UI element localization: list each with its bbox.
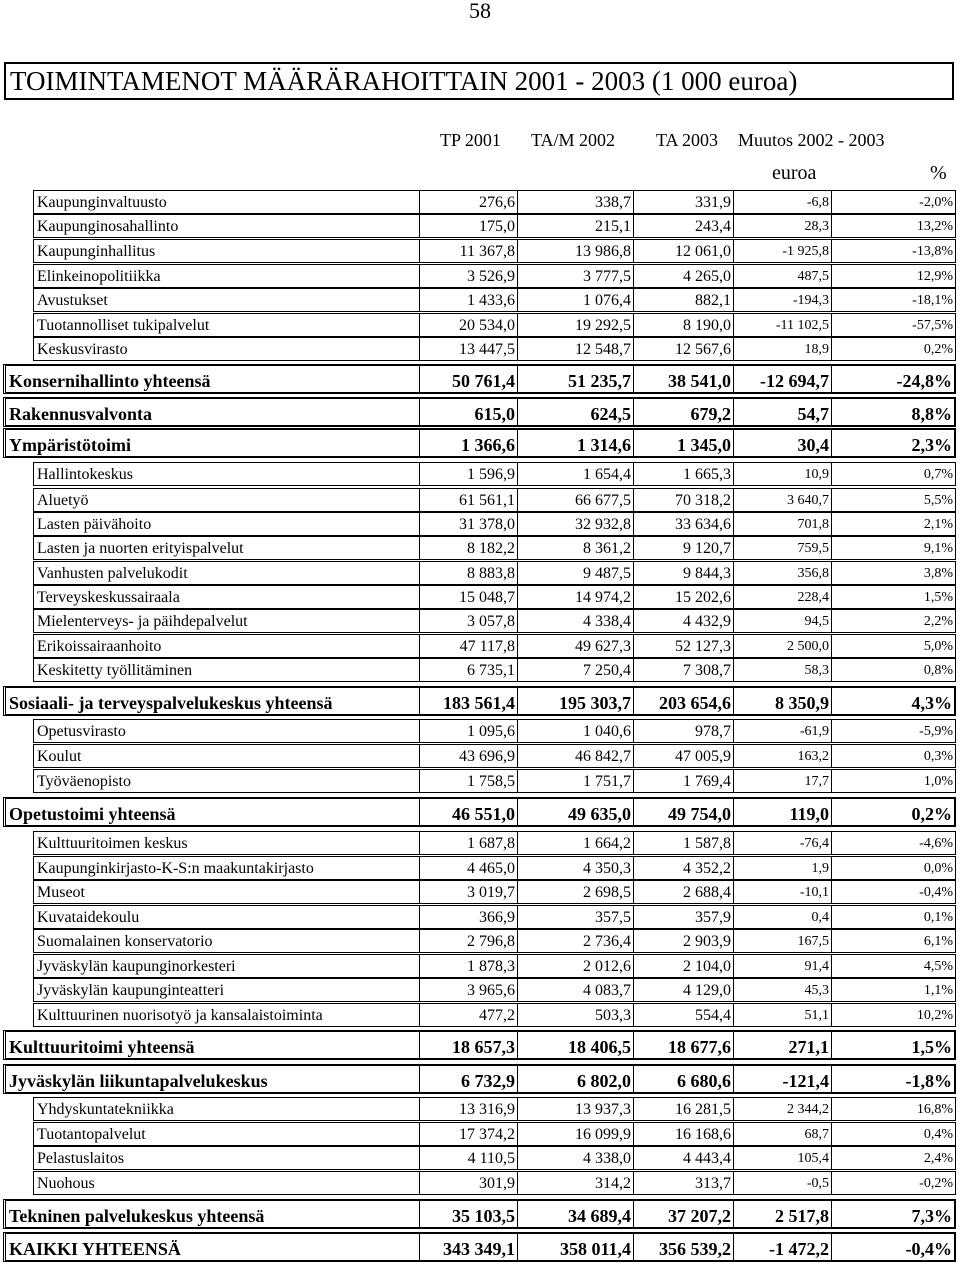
cell-ta2003: 357,9	[634, 905, 734, 929]
cell-tam2002: 338,7	[518, 190, 634, 214]
cell-pct: 12,9%	[832, 264, 956, 288]
cell-ta2003: 2 903,9	[634, 929, 734, 953]
cell-ta2003: 12 567,6	[634, 337, 734, 361]
cell-tp2001: 615,0	[420, 397, 518, 427]
cell-tam2002: 9 487,5	[518, 561, 634, 585]
cell-tam2002: 215,1	[518, 214, 634, 238]
cell-tp2001: 366,9	[420, 905, 518, 929]
cell-pct: 0,7%	[832, 462, 956, 486]
table-row	[33, 561, 956, 585]
cell-tam2002: 3 777,5	[518, 264, 634, 288]
table-row	[33, 462, 956, 486]
table-row	[33, 658, 956, 682]
table-row	[33, 978, 956, 1002]
cell-label: Kulttuuritoimen keskus	[33, 831, 420, 855]
cell-tp2001: 50 761,4	[420, 364, 518, 394]
table-row	[33, 929, 956, 953]
cell-ta2003: 16 168,6	[634, 1122, 734, 1146]
cell-pct: -1,8%	[832, 1064, 956, 1094]
cell-pct: 2,4%	[832, 1146, 956, 1170]
cell-euroa: 3 640,7	[734, 488, 832, 512]
table-total-row	[3, 364, 956, 394]
cell-tp2001: 3 057,8	[420, 609, 518, 633]
cell-ta2003: 49 754,0	[634, 797, 734, 827]
cell-tam2002: 358 011,4	[518, 1232, 634, 1262]
cell-ta2003: 882,1	[634, 288, 734, 312]
table-row	[33, 856, 956, 880]
cell-euroa: 228,4	[734, 585, 832, 609]
cell-pct: 5,5%	[832, 488, 956, 512]
cell-tp2001: 13 316,9	[420, 1097, 518, 1121]
cell-euroa: 30,4	[734, 428, 832, 458]
table-total-row	[3, 1030, 956, 1060]
cell-tam2002: 16 099,9	[518, 1122, 634, 1146]
header-tp2001: TP 2001	[440, 130, 501, 150]
table-row	[33, 288, 956, 312]
cell-label: Keskusvirasto	[33, 337, 420, 361]
cell-euroa: 701,8	[734, 512, 832, 536]
cell-label: Opetustoimi yhteensä	[3, 797, 420, 827]
cell-label: Tuotannolliset tukipalvelut	[33, 313, 420, 337]
cell-euroa: 51,1	[734, 1003, 832, 1027]
cell-euroa: 58,3	[734, 658, 832, 682]
header-unit-euro: euroa	[772, 162, 817, 184]
cell-ta2003: 18 677,6	[634, 1030, 734, 1060]
cell-euroa: 45,3	[734, 978, 832, 1002]
cell-tam2002: 4 350,3	[518, 856, 634, 880]
cell-pct: 0,2%	[832, 337, 956, 361]
cell-tp2001: 8 883,8	[420, 561, 518, 585]
cell-label: Pelastuslaitos	[33, 1146, 420, 1170]
cell-ta2003: 203 654,6	[634, 686, 734, 716]
cell-ta2003: 16 281,5	[634, 1097, 734, 1121]
cell-label: Lasten ja nuorten erityispalvelut	[33, 536, 420, 560]
cell-pct: 16,8%	[832, 1097, 956, 1121]
cell-euroa: 2 500,0	[734, 634, 832, 658]
cell-pct: 0,3%	[832, 744, 956, 768]
cell-tam2002: 32 932,8	[518, 512, 634, 536]
table-row	[33, 769, 956, 793]
table-row	[33, 880, 956, 904]
table-total-row	[3, 428, 956, 458]
cell-tp2001: 13 447,5	[420, 337, 518, 361]
cell-tam2002: 314,2	[518, 1171, 634, 1195]
cell-label: Jyväskylän kaupunginorkesteri	[33, 954, 420, 978]
cell-label: Ympäristötoimi	[3, 428, 420, 458]
cell-tp2001: 1 687,8	[420, 831, 518, 855]
cell-ta2003: 243,4	[634, 214, 734, 238]
cell-tp2001: 46 551,0	[420, 797, 518, 827]
cell-ta2003: 6 680,6	[634, 1064, 734, 1094]
cell-pct: -13,8%	[832, 239, 956, 263]
cell-euroa: 271,1	[734, 1030, 832, 1060]
table-row	[33, 536, 956, 560]
table-row	[33, 1097, 956, 1121]
table-row	[33, 1122, 956, 1146]
cell-label: Kaupunginvaltuusto	[33, 190, 420, 214]
cell-tam2002: 6 802,0	[518, 1064, 634, 1094]
cell-tam2002: 4 083,7	[518, 978, 634, 1002]
cell-tam2002: 2 012,6	[518, 954, 634, 978]
cell-euroa: -121,4	[734, 1064, 832, 1094]
cell-ta2003: 9 120,7	[634, 536, 734, 560]
cell-tp2001: 61 561,1	[420, 488, 518, 512]
cell-label: Keskitetty työllitäminen	[33, 658, 420, 682]
cell-ta2003: 37 207,2	[634, 1199, 734, 1229]
cell-euroa: -6,8	[734, 190, 832, 214]
cell-label: Rakennusvalvonta	[3, 397, 420, 427]
table-row	[33, 1003, 956, 1027]
cell-euroa: 17,7	[734, 769, 832, 793]
table-row	[33, 744, 956, 768]
cell-pct: 7,3%	[832, 1199, 956, 1229]
page-number: 58	[469, 0, 491, 23]
table-total-row	[3, 1232, 956, 1262]
cell-tp2001: 43 696,9	[420, 744, 518, 768]
cell-pct: 0,1%	[832, 905, 956, 929]
cell-pct: 0,8%	[832, 658, 956, 682]
cell-pct: 0,4%	[832, 1122, 956, 1146]
cell-pct: -18,1%	[832, 288, 956, 312]
cell-euroa: 119,0	[734, 797, 832, 827]
cell-pct: 5,0%	[832, 634, 956, 658]
table-row	[33, 313, 956, 337]
cell-ta2003: 4 443,4	[634, 1146, 734, 1170]
cell-ta2003: 356 539,2	[634, 1232, 734, 1262]
cell-tp2001: 6 735,1	[420, 658, 518, 682]
cell-euroa: -0,5	[734, 1171, 832, 1195]
cell-euroa: 167,5	[734, 929, 832, 953]
cell-tp2001: 1 878,3	[420, 954, 518, 978]
cell-label: Lasten päivähoito	[33, 512, 420, 536]
cell-tp2001: 35 103,5	[420, 1199, 518, 1229]
cell-ta2003: 679,2	[634, 397, 734, 427]
cell-tp2001: 8 182,2	[420, 536, 518, 560]
cell-label: Elinkeinopolitiikka	[33, 264, 420, 288]
cell-pct: 13,2%	[832, 214, 956, 238]
cell-tam2002: 1 751,7	[518, 769, 634, 793]
cell-tp2001: 11 367,8	[420, 239, 518, 263]
cell-pct: -0,4%	[832, 880, 956, 904]
cell-tp2001: 18 657,3	[420, 1030, 518, 1060]
cell-label: Tuotantopalvelut	[33, 1122, 420, 1146]
table-row	[33, 905, 956, 929]
cell-tam2002: 503,3	[518, 1003, 634, 1027]
cell-ta2003: 1 665,3	[634, 462, 734, 486]
cell-tam2002: 4 338,4	[518, 609, 634, 633]
cell-tam2002: 19 292,5	[518, 313, 634, 337]
table-total-row	[3, 797, 956, 827]
cell-euroa: 2 517,8	[734, 1199, 832, 1229]
cell-pct: 0,0%	[832, 856, 956, 880]
page-title: TOIMINTAMENOT MÄÄRÄRAHOITTAIN 2001 - 2003 (1 000 euroa)	[4, 62, 954, 100]
cell-tp2001: 3 019,7	[420, 880, 518, 904]
cell-label: Yhdyskuntatekniikka	[33, 1097, 420, 1121]
cell-label: Hallintokeskus	[33, 462, 420, 486]
cell-pct: 6,1%	[832, 929, 956, 953]
cell-pct: 4,3%	[832, 686, 956, 716]
cell-label: Vanhusten palvelukodit	[33, 561, 420, 585]
cell-tam2002: 1 076,4	[518, 288, 634, 312]
cell-euroa: -1 925,8	[734, 239, 832, 263]
table-row	[33, 609, 956, 633]
cell-label: Kaupunginosahallinto	[33, 214, 420, 238]
cell-ta2003: 1 587,8	[634, 831, 734, 855]
cell-ta2003: 15 202,6	[634, 585, 734, 609]
table-row	[33, 512, 956, 536]
table-row	[33, 337, 956, 361]
cell-ta2003: 313,7	[634, 1171, 734, 1195]
cell-tam2002: 1 664,2	[518, 831, 634, 855]
cell-euroa: 28,3	[734, 214, 832, 238]
cell-euroa: 1,9	[734, 856, 832, 880]
cell-tam2002: 624,5	[518, 397, 634, 427]
cell-label: Tekninen palvelukeskus yhteensä	[3, 1199, 420, 1229]
cell-label: KAIKKI YHTEENSÄ	[3, 1232, 420, 1262]
cell-label: Sosiaali- ja terveyspalvelukeskus yhteensä	[3, 686, 420, 716]
cell-ta2003: 1 769,4	[634, 769, 734, 793]
cell-euroa: 94,5	[734, 609, 832, 633]
cell-label: Jyväskylän liikuntapalvelukeskus	[3, 1064, 420, 1094]
cell-label: Opetusvirasto	[33, 719, 420, 743]
cell-tam2002: 46 842,7	[518, 744, 634, 768]
cell-pct: 4,5%	[832, 954, 956, 978]
cell-pct: 1,0%	[832, 769, 956, 793]
cell-euroa: -1 472,2	[734, 1232, 832, 1262]
cell-tp2001: 276,6	[420, 190, 518, 214]
cell-tp2001: 1 433,6	[420, 288, 518, 312]
cell-tp2001: 1 366,6	[420, 428, 518, 458]
cell-tam2002: 7 250,4	[518, 658, 634, 682]
cell-label: Työväenopisto	[33, 769, 420, 793]
cell-label: Koulut	[33, 744, 420, 768]
cell-label: Kaupunginkirjasto-K-S:n maakuntakirjasto	[33, 856, 420, 880]
cell-pct: 10,2%	[832, 1003, 956, 1027]
cell-pct: 1,1%	[832, 978, 956, 1002]
cell-tp2001: 2 796,8	[420, 929, 518, 953]
cell-euroa: -12 694,7	[734, 364, 832, 394]
cell-tp2001: 20 534,0	[420, 313, 518, 337]
cell-pct: -0,2%	[832, 1171, 956, 1195]
cell-euroa: 759,5	[734, 536, 832, 560]
table-total-row	[3, 686, 956, 716]
table-row	[33, 488, 956, 512]
header-change: Muutos 2002 - 2003	[738, 130, 885, 150]
cell-tam2002: 2 736,4	[518, 929, 634, 953]
cell-label: Museot	[33, 880, 420, 904]
cell-ta2003: 7 308,7	[634, 658, 734, 682]
table-row	[33, 634, 956, 658]
cell-tam2002: 4 338,0	[518, 1146, 634, 1170]
cell-euroa: 91,4	[734, 954, 832, 978]
cell-tp2001: 175,0	[420, 214, 518, 238]
cell-tam2002: 1 314,6	[518, 428, 634, 458]
cell-ta2003: 331,9	[634, 190, 734, 214]
cell-pct: 8,8%	[832, 397, 956, 427]
cell-ta2003: 52 127,3	[634, 634, 734, 658]
cell-euroa: 0,4	[734, 905, 832, 929]
cell-tam2002: 13 986,8	[518, 239, 634, 263]
cell-tam2002: 1 040,6	[518, 719, 634, 743]
cell-tam2002: 8 361,2	[518, 536, 634, 560]
cell-euroa: 163,2	[734, 744, 832, 768]
cell-tam2002: 34 689,4	[518, 1199, 634, 1229]
cell-tam2002: 51 235,7	[518, 364, 634, 394]
cell-euroa: 487,5	[734, 264, 832, 288]
table-row	[33, 214, 956, 238]
cell-tp2001: 4 110,5	[420, 1146, 518, 1170]
table-total-row	[3, 397, 956, 427]
cell-euroa: -11 102,5	[734, 313, 832, 337]
cell-pct: 2,1%	[832, 512, 956, 536]
cell-tp2001: 15 048,7	[420, 585, 518, 609]
table-row	[33, 954, 956, 978]
table-row	[33, 585, 956, 609]
cell-euroa: -76,4	[734, 831, 832, 855]
cell-label: Terveyskeskussairaala	[33, 585, 420, 609]
cell-pct: -57,5%	[832, 313, 956, 337]
cell-tp2001: 1 758,5	[420, 769, 518, 793]
cell-pct: 2,2%	[832, 609, 956, 633]
cell-pct: -24,8%	[832, 364, 956, 394]
cell-tp2001: 1 596,9	[420, 462, 518, 486]
cell-pct: 1,5%	[832, 585, 956, 609]
cell-label: Mielenterveys- ja päihdepalvelut	[33, 609, 420, 633]
cell-euroa: -10,1	[734, 880, 832, 904]
cell-tam2002: 14 974,2	[518, 585, 634, 609]
cell-pct: -5,9%	[832, 719, 956, 743]
cell-euroa: 10,9	[734, 462, 832, 486]
header-unit-pct: %	[930, 162, 947, 184]
cell-pct: 2,3%	[832, 428, 956, 458]
cell-tp2001: 17 374,2	[420, 1122, 518, 1146]
cell-pct: -4,6%	[832, 831, 956, 855]
cell-tam2002: 13 937,3	[518, 1097, 634, 1121]
table-row	[33, 831, 956, 855]
cell-tam2002: 49 635,0	[518, 797, 634, 827]
cell-ta2003: 1 345,0	[634, 428, 734, 458]
cell-ta2003: 4 129,0	[634, 978, 734, 1002]
table-total-row	[3, 1199, 956, 1229]
cell-tam2002: 1 654,4	[518, 462, 634, 486]
cell-tp2001: 183 561,4	[420, 686, 518, 716]
cell-euroa: 68,7	[734, 1122, 832, 1146]
cell-ta2003: 8 190,0	[634, 313, 734, 337]
cell-tam2002: 18 406,5	[518, 1030, 634, 1060]
cell-tam2002: 49 627,3	[518, 634, 634, 658]
cell-pct: -0,4%	[832, 1232, 956, 1262]
cell-label: Suomalainen konservatorio	[33, 929, 420, 953]
cell-ta2003: 38 541,0	[634, 364, 734, 394]
cell-pct: 0,2%	[832, 797, 956, 827]
cell-tam2002: 12 548,7	[518, 337, 634, 361]
cell-euroa: 54,7	[734, 397, 832, 427]
cell-ta2003: 4 432,9	[634, 609, 734, 633]
cell-ta2003: 554,4	[634, 1003, 734, 1027]
cell-ta2003: 2 104,0	[634, 954, 734, 978]
cell-pct: 3,8%	[832, 561, 956, 585]
cell-tp2001: 477,2	[420, 1003, 518, 1027]
cell-tp2001: 6 732,9	[420, 1064, 518, 1094]
cell-label: Kaupunginhallitus	[33, 239, 420, 263]
cell-tp2001: 31 378,0	[420, 512, 518, 536]
cell-tam2002: 2 698,5	[518, 880, 634, 904]
cell-tam2002: 195 303,7	[518, 686, 634, 716]
header-tam2002: TA/M 2002	[531, 130, 616, 150]
cell-tp2001: 1 095,6	[420, 719, 518, 743]
cell-tp2001: 3 965,6	[420, 978, 518, 1002]
cell-tp2001: 3 526,9	[420, 264, 518, 288]
table-row	[33, 719, 956, 743]
cell-ta2003: 47 005,9	[634, 744, 734, 768]
table-row	[33, 239, 956, 263]
table-row	[33, 1171, 956, 1195]
cell-label: Konsernihallinto yhteensä	[3, 364, 420, 394]
cell-tp2001: 47 117,8	[420, 634, 518, 658]
cell-label: Erikoissairaanhoito	[33, 634, 420, 658]
table-total-row	[3, 1064, 956, 1094]
cell-ta2003: 978,7	[634, 719, 734, 743]
cell-pct: 1,5%	[832, 1030, 956, 1060]
cell-label: Kulttuuritoimi yhteensä	[3, 1030, 420, 1060]
cell-tp2001: 301,9	[420, 1171, 518, 1195]
cell-ta2003: 33 634,6	[634, 512, 734, 536]
cell-tp2001: 4 465,0	[420, 856, 518, 880]
cell-pct: -2,0%	[832, 190, 956, 214]
table-row	[33, 264, 956, 288]
cell-ta2003: 2 688,4	[634, 880, 734, 904]
cell-label: Kulttuurinen nuorisotyö ja kansalaistoiminta	[33, 1003, 420, 1027]
cell-euroa: 105,4	[734, 1146, 832, 1170]
cell-ta2003: 12 061,0	[634, 239, 734, 263]
cell-ta2003: 9 844,3	[634, 561, 734, 585]
cell-euroa: 356,8	[734, 561, 832, 585]
cell-label: Nuohous	[33, 1171, 420, 1195]
cell-euroa: -61,9	[734, 719, 832, 743]
cell-label: Jyväskylän kaupunginteatteri	[33, 978, 420, 1002]
cell-tam2002: 357,5	[518, 905, 634, 929]
cell-label: Aluetyö	[33, 488, 420, 512]
cell-ta2003: 4 352,2	[634, 856, 734, 880]
cell-euroa: 2 344,2	[734, 1097, 832, 1121]
cell-label: Avustukset	[33, 288, 420, 312]
cell-euroa: 8 350,9	[734, 686, 832, 716]
cell-tam2002: 66 677,5	[518, 488, 634, 512]
cell-tp2001: 343 349,1	[420, 1232, 518, 1262]
cell-label: Kuvataidekoulu	[33, 905, 420, 929]
cell-euroa: 18,9	[734, 337, 832, 361]
cell-ta2003: 70 318,2	[634, 488, 734, 512]
cell-euroa: -194,3	[734, 288, 832, 312]
table-row	[33, 190, 956, 214]
table-row	[33, 1146, 956, 1170]
cell-ta2003: 4 265,0	[634, 264, 734, 288]
header-ta2003: TA 2003	[656, 130, 719, 150]
cell-pct: 9,1%	[832, 536, 956, 560]
